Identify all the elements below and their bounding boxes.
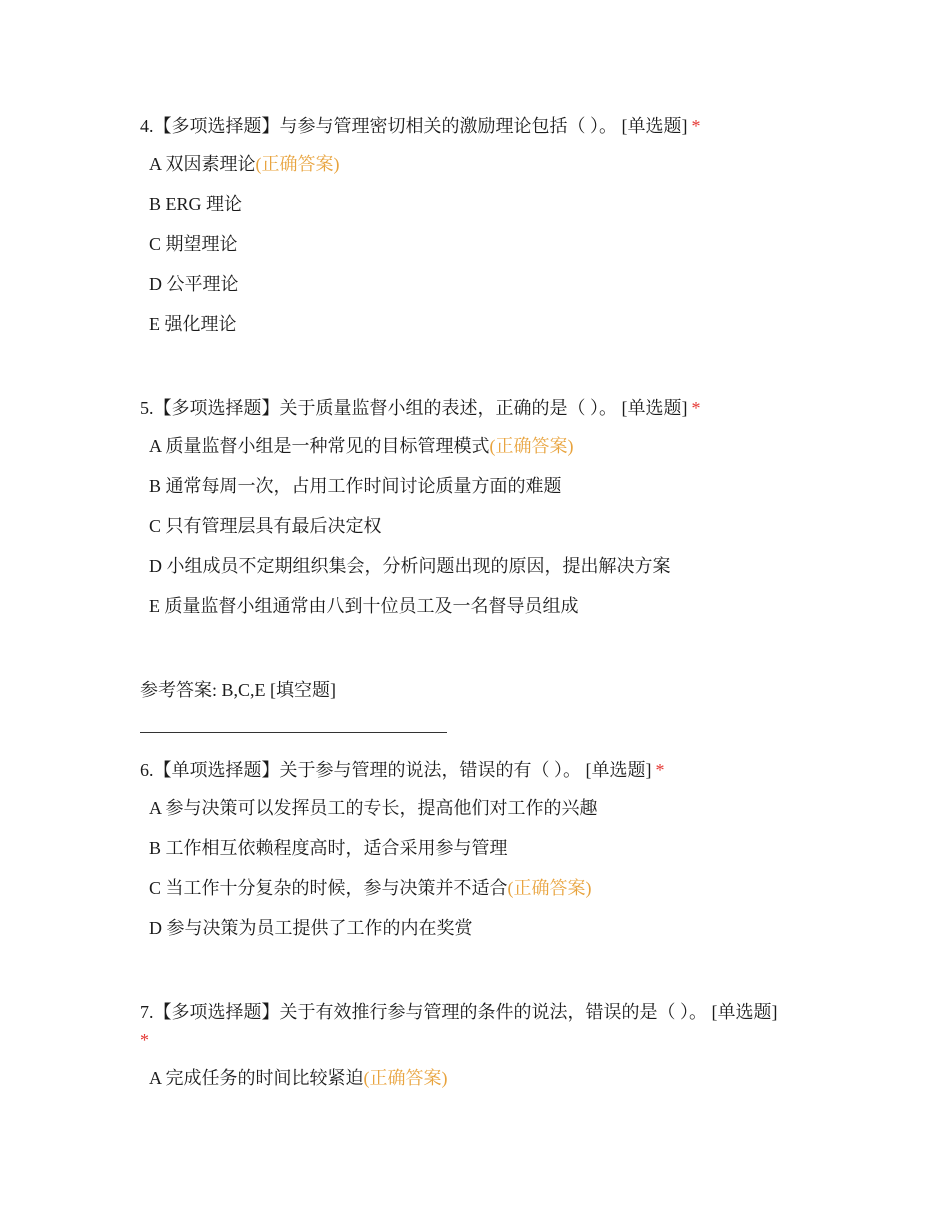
- question-title: [140, 112, 820, 140]
- option-text: 期望理论: [165, 234, 238, 254]
- question-number: 6.: [140, 760, 154, 780]
- option-d[interactable]: [140, 270, 820, 310]
- option-text: 工作相互依赖程度高时，适合采用参与管理: [165, 838, 508, 858]
- option-text: ERG 理论: [165, 194, 243, 214]
- option-letter: E: [149, 596, 160, 616]
- reference-answer-value: B,C,E: [221, 680, 266, 700]
- question-7: [140, 998, 820, 1104]
- correct-answer-tag: (正确答案): [255, 154, 340, 174]
- answer-underline: [140, 732, 447, 733]
- option-letter: C: [149, 516, 162, 536]
- option-a[interactable]: [140, 794, 820, 834]
- option-e[interactable]: [140, 592, 820, 632]
- option-letter: C: [149, 878, 162, 898]
- option-letter: B: [149, 194, 162, 214]
- correct-answer-tag: (正确答案): [363, 1068, 448, 1088]
- option-text: 参与决策为员工提供了工作的内在奖赏: [166, 918, 473, 938]
- option-text: 当工作十分复杂的时候，参与决策并不适合: [165, 878, 508, 898]
- question-type-tag: [单选题]: [621, 398, 688, 418]
- question-title: [140, 394, 820, 422]
- options-list: [140, 150, 820, 350]
- option-c[interactable]: [140, 230, 820, 270]
- question-5: [140, 394, 820, 632]
- question-4: [140, 112, 820, 350]
- option-text: 双因素理论: [165, 154, 256, 174]
- option-text: 完成任务的时间比较紧迫: [165, 1068, 364, 1088]
- option-letter: D: [149, 274, 162, 294]
- option-b[interactable]: [140, 190, 820, 230]
- correct-answer-tag: (正确答案): [507, 878, 592, 898]
- option-d[interactable]: [140, 914, 820, 954]
- option-letter: D: [149, 556, 162, 576]
- option-d[interactable]: [140, 552, 820, 592]
- option-text: 强化理论: [164, 314, 237, 334]
- question-type-tag: [单选题]: [621, 116, 688, 136]
- options-list: [140, 794, 820, 954]
- option-letter: A: [149, 154, 162, 174]
- option-e[interactable]: [140, 310, 820, 350]
- question-6: [140, 756, 820, 954]
- question-type-tag: [单选题]: [585, 760, 652, 780]
- option-c[interactable]: [140, 874, 820, 914]
- option-a[interactable]: [140, 150, 820, 190]
- question-title: [140, 998, 820, 1054]
- question-type-tag: [单选题]: [711, 1002, 778, 1022]
- question-title: [140, 756, 820, 784]
- correct-answer-tag: (正确答案): [489, 436, 574, 456]
- question-number: 4.: [140, 116, 154, 136]
- reference-answer-label: 参考答案:: [140, 680, 218, 700]
- question-text: 【多项选择题】与参与管理密切相关的激励理论包括（ ）。: [153, 116, 617, 136]
- option-c[interactable]: [140, 512, 820, 552]
- options-list: [140, 1064, 820, 1104]
- option-letter: A: [149, 798, 162, 818]
- option-text: 质量监督小组通常由八到十位员工及一名督导员组成: [164, 596, 579, 616]
- required-mark: *: [691, 116, 701, 136]
- option-a[interactable]: [140, 1064, 820, 1104]
- option-b[interactable]: [140, 472, 820, 512]
- option-letter: E: [149, 314, 160, 334]
- question-text: 【多项选择题】关于有效推行参与管理的条件的说法，错误的是（ ）。: [153, 1002, 707, 1022]
- reference-answer-type-tag: [填空题]: [270, 680, 337, 700]
- option-a[interactable]: [140, 432, 820, 472]
- option-letter: C: [149, 234, 162, 254]
- question-number: 7.: [140, 1002, 154, 1022]
- option-text: 通常每周一次，占用工作时间讨论质量方面的难题: [165, 476, 562, 496]
- reference-answer: [140, 676, 336, 704]
- option-letter: D: [149, 918, 162, 938]
- required-mark: *: [691, 398, 701, 418]
- option-letter: A: [149, 1068, 162, 1088]
- option-text: 质量监督小组是一种常见的目标管理模式: [165, 436, 490, 456]
- option-letter: B: [149, 476, 162, 496]
- option-letter: A: [149, 436, 162, 456]
- question-text: 【单项选择题】关于参与管理的说法，错误的有（ ）。: [153, 760, 581, 780]
- required-mark: *: [655, 760, 665, 780]
- option-text: 小组成员不定期组织集会，分析问题出现的原因，提出解决方案: [166, 556, 671, 576]
- option-letter: B: [149, 838, 162, 858]
- option-text: 参与决策可以发挥员工的专长，提高他们对工作的兴趣: [165, 798, 598, 818]
- option-b[interactable]: [140, 834, 820, 874]
- options-list: [140, 432, 820, 632]
- option-text: 公平理论: [166, 274, 239, 294]
- required-mark: *: [140, 1030, 149, 1050]
- question-text: 【多项选择题】关于质量监督小组的表述，正确的是（ ）。: [153, 398, 617, 418]
- option-text: 只有管理层具有最后决定权: [165, 516, 382, 536]
- question-number: 5.: [140, 398, 154, 418]
